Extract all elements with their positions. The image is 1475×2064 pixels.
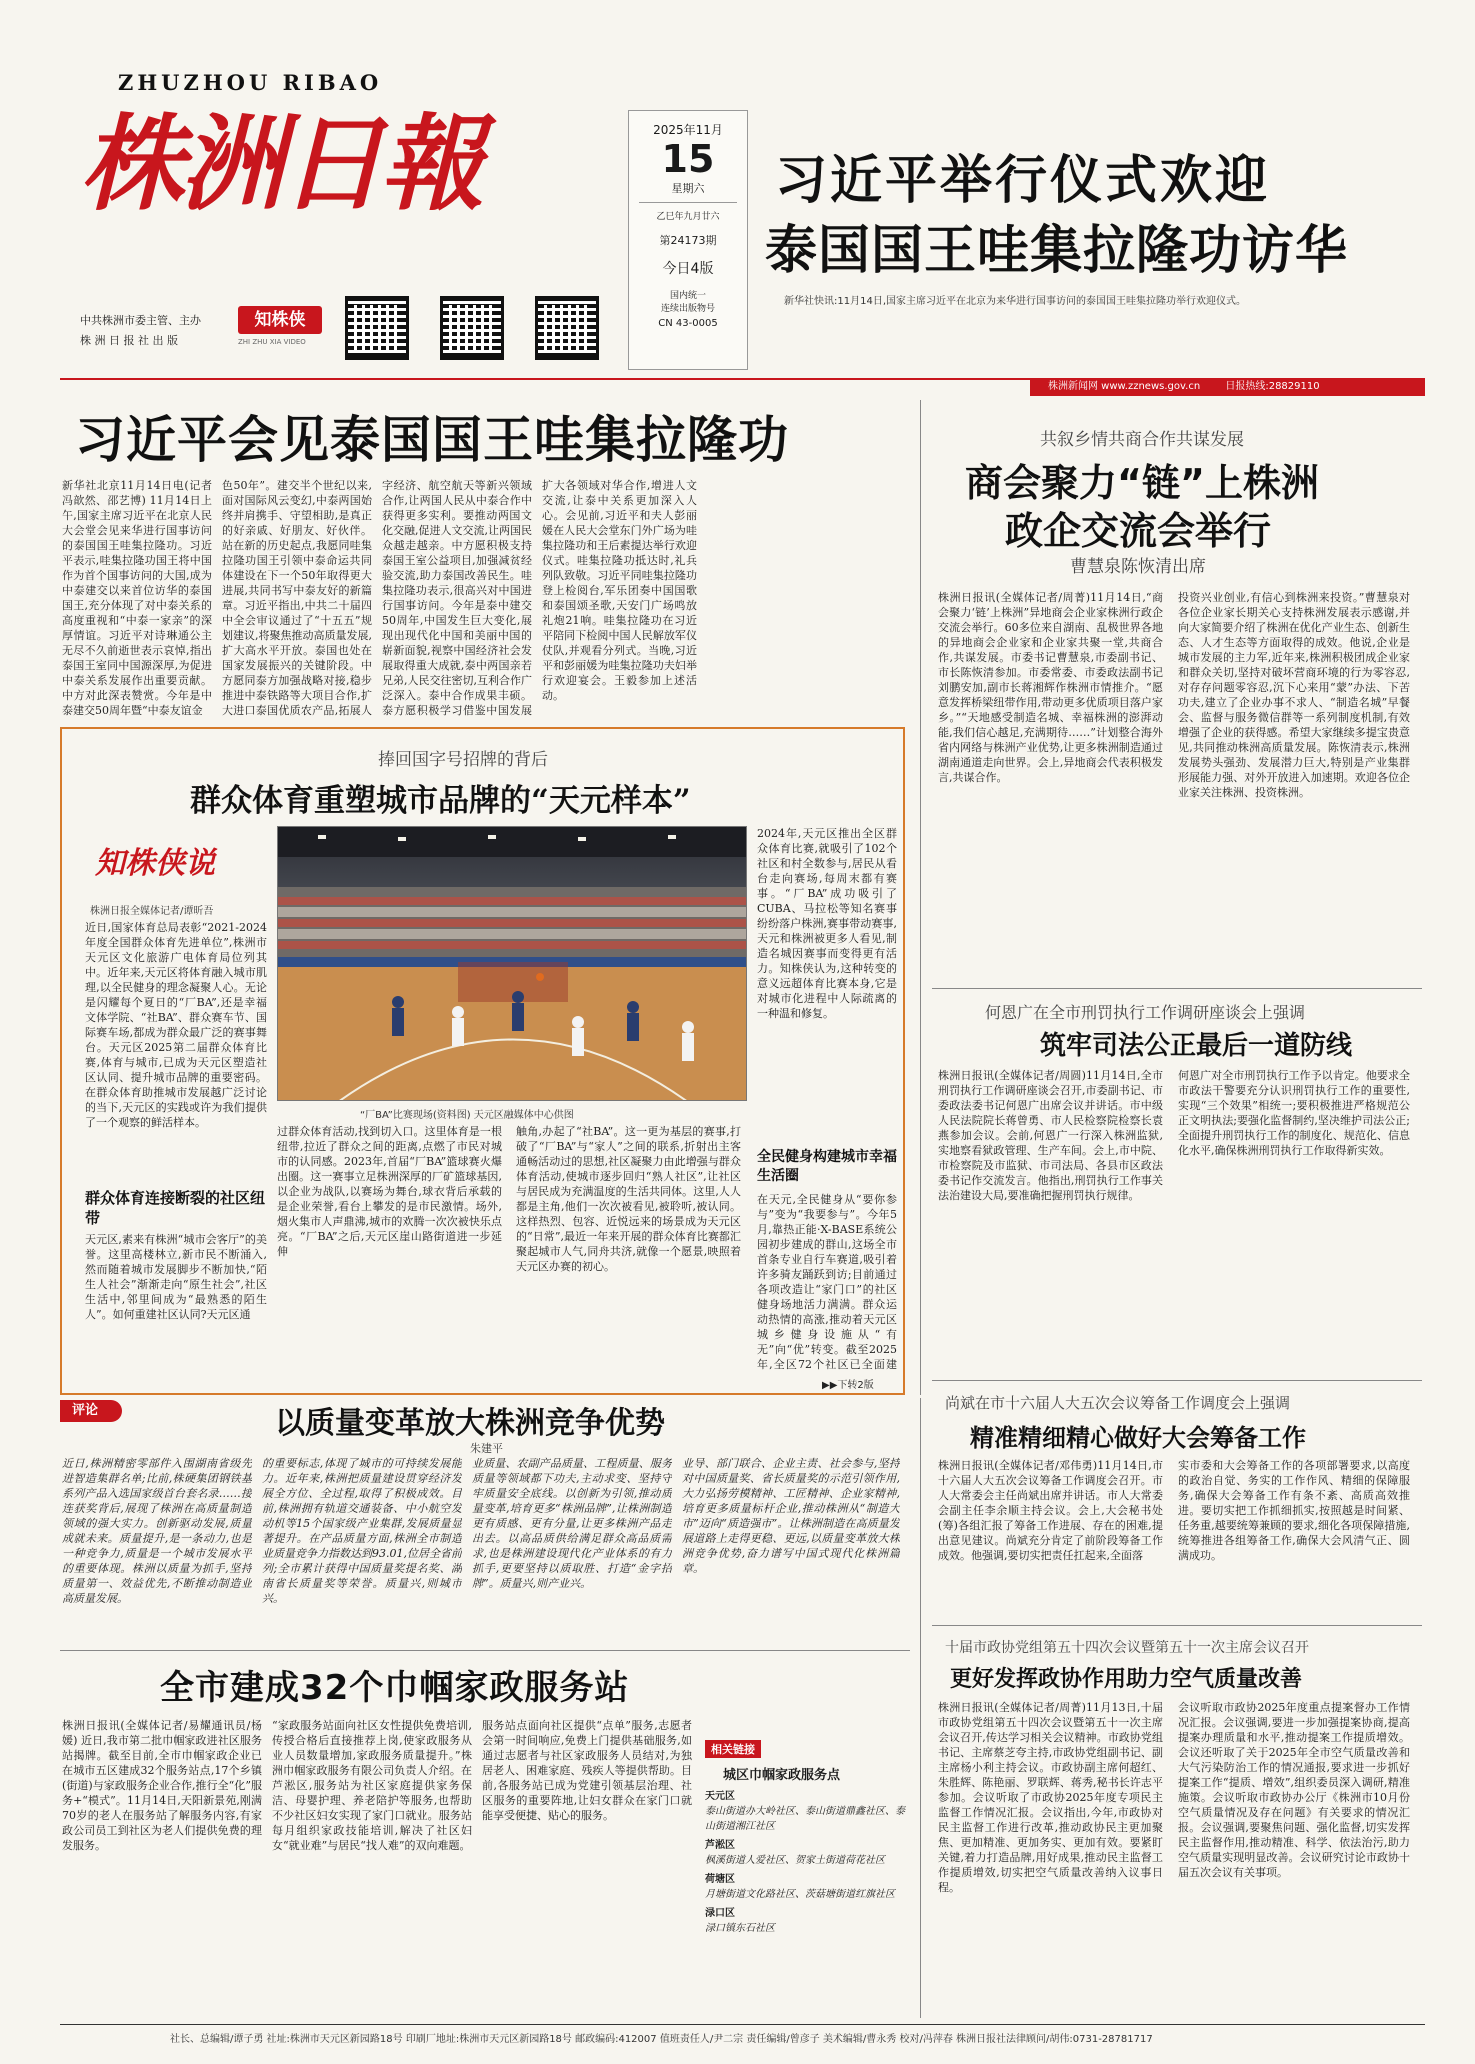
housekeeping-headline[interactable]: 全市建成32个巾帼家政服务站 [160, 1668, 630, 1708]
continued-marker[interactable]: ▶▶下转2版 [822, 1380, 874, 1391]
brand-subtitle: ZHI ZHU XIA VIDEO [238, 338, 306, 346]
brand-name: 知株侠 [254, 310, 306, 330]
district-address: 渌口镇东石社区 [705, 1923, 775, 1934]
npc-kicker: 尚斌在市十六届人大五次会议筹备工作调度会上强调 [945, 1394, 1291, 1412]
housekeeping-col-3: 服务站点面向社区提供“点单”服务,志愿者会第一时间响应,免费上门提供基础服务,如通过志愿者与社区家政服务人员结对,为独居老人、困难家庭、残疾人等提供帮助。目前,各服务站已成为党建引领基层治理、社区服务的重要阵地,让妇女群众在家门口就能享受便捷、贴心的服务。 [482, 1719, 692, 1822]
commentary-headline[interactable]: 以质量变革放大株洲竞争优势 [275, 1406, 665, 1441]
business-headline-line-2[interactable]: 政企交流会举行 [1005, 509, 1272, 553]
related-box [705, 1738, 905, 2008]
article-meet-col-4: 扩大各领域对华合作,增进人文交流,让泰中关系更加深入人心。会见前,习近平和夫人彭丽媛在人民大会堂东门外广场为哇集拉隆功和王后素提达举行欢迎仪式。哇集拉隆功抵达时,礼兵列队致敬。习近平同哇集拉隆功登上检阅台,军乐团奏中国国歌和泰国颂圣歌,天安门广场鸣放礼炮21响。哇集拉隆功在习近平陪同下检阅中国人民解放军仪仗队,并观看分列式。当晚,习近平和彭丽媛为哇集拉隆功夫妇举行欢迎宴会。王毅参加上述活动。 [542, 479, 697, 702]
article-meet-col-2: 色50年”。建交半个世纪以来,面对国际风云变幻,中泰两国始终并肩携手、守望相助,是真正的好亲戚、好朋友、好伙伴。站在新的历史起点,我愿同哇集拉隆功国王引领中泰命运共同体建设在下一个50年取得更大进展,共同书写中泰友好的新篇章。习近平指出,中共二十届四中全会审议通过了“十五五”规划建议,将聚焦推动高质量发展,扩大高水平开放。泰国也处在国家发展振兴的关键阶段。中方愿同泰方加强战略对接,稳步推进中泰铁路等大项目合作,扩大进口泰国优质农产品,拓展人 [222, 479, 372, 717]
district-item [705, 1906, 905, 1936]
cppcc-headline[interactable]: 更好发挥政协作用助力空气质量改善 [950, 1667, 1303, 1692]
photo-caption: “厂BA”比赛现场(资料图) 天元区融媒体中心供图 [360, 1110, 574, 1121]
housekeeping-col-2: “家政服务站面向社区女性提供免费培训,传授合格后直接推荐上岗,使家政服务从业人员数量增加,家政服务质量提升。”株洲巾帼家政服务有限公司负责人介绍。在芦淞区,服务站为社区家庭提供家务保洁、母婴护理、养老陪护等服务,也帮助不少社区妇女实现了家门口就业。服务站每月组织家政技能培训,解决了社区妇女“就业难”与居民“找人难”的双向难题。 [272, 1719, 472, 1852]
basketball-photo[interactable] [277, 826, 747, 1101]
cppcc-col-1: 株洲日报讯(全媒体记者/周菁)11月13日,十届市政协党组第五十四次会议暨第五十一次主席会议召开,传达学习相关会议精神。市政协党组书记、主席蔡芝夸主持,市政协党组副书记、副主席杨小利主持会议。市政协副主席何超红、朱胜辉、陈艳丽、罗联辉、蒋秀,秘书长许志平参加。会议听取了市政协2025年度专项民主监督工作情况汇报。会议指出,今年,市政协对民主监督工作进行改革,推动政协民主更加聚焦、更加精准、更加务实、更加有效。要紧盯关键,着力打造品牌,用好成果,推动民主监督工作提质增效,切实把空气质量改善纳入议事日程。 [938, 1701, 1163, 1894]
sponsor-line-2: 株 洲 日 报 社 出 版 [80, 334, 178, 347]
issue-number: 第24173期 [659, 234, 717, 247]
qr-code-icon[interactable] [440, 296, 504, 360]
district-item [705, 1789, 905, 1834]
feature-col-4b: 在天元,全民健身从“要你参与”变为“我要参与”。今年5月,靠热正能·X-BASE系统公园初步建成的群山,这场全市首条专业自行车赛道,吸引着许多骑友踊跃到访;目前通过各项改造让“家门口”的社区健身场地活力满满。群众运动热情的高涨,推动着天元区城乡健身设施从“有无”向“优”转变。截至2025年,全区72个社区已全面建 [757, 1193, 897, 1371]
npc-headline[interactable]: 精准精细精心做好大会筹备工作 [970, 1424, 1306, 1452]
qr-code-icon[interactable] [345, 296, 409, 360]
masthead [0, 0, 1475, 375]
judicial-kicker: 何恩广在全市刑罚执行工作调研座谈会上强调 [985, 1003, 1306, 1022]
commentary-tag [60, 1400, 122, 1422]
business-byline: 曹慧泉陈恢清出席 [1070, 557, 1206, 577]
weekday: 星期六 [671, 182, 705, 195]
district-name: 荷塘区 [705, 1874, 735, 1885]
section-rule [932, 988, 1422, 989]
sponsor-line-1: 中共株洲市委主管、主办 [80, 314, 201, 327]
district-list [705, 1789, 905, 1936]
feature-subhead-1: 群众体育连接断裂的社区纽带 [85, 1189, 266, 1227]
column-logo [95, 838, 265, 881]
lunar-date: 乙巳年九月廿六 [656, 212, 720, 222]
judicial-headline[interactable]: 筑牢司法公正最后一道防线 [1040, 1031, 1353, 1061]
commentary-col-1: 近日,株洲精密零部件入围湖南省级先进智造集群名单;比前,株硬集团钢铁基系列产品入选国家级首台套名录……接连获奖背后,展现了株洲在高质量制造领域的强大实力。创新驱动发展,质量成就未来。质量提升,是一条动力,也是一种竞争力,质量是一个城市发展水平的重要体现。株洲以质量为抓手,坚持质量第一、效益优先,不断推动制造业高质量发展。 [62, 1457, 252, 1605]
related-list-title: 城区巾帼家政服务点 [723, 1768, 841, 1783]
article-meet-headline[interactable]: 习近平会见泰国国王哇集拉隆功 [75, 411, 789, 469]
cppcc-kicker: 十届市政协党组第五十四次会议暨第五十一次主席会议召开 [945, 1640, 1309, 1656]
feature-headline[interactable]: 群众体育重塑城市品牌的“天元样本” [190, 783, 691, 819]
date-day: 15 [661, 137, 715, 181]
page-count: 今日4版 [662, 261, 714, 277]
district-address: 枫溪街道人爱社区、贺家土街道荷花社区 [705, 1855, 885, 1866]
section-rule [932, 1380, 1422, 1381]
website-link[interactable]: 株洲新闻网 www.zznews.gov.cn [1048, 381, 1201, 392]
district-name: 芦淞区 [705, 1840, 735, 1851]
district-item [705, 1872, 905, 1902]
article-meet-col-1: 新华社北京11月14日电(记者冯歆然、邵艺博) 11月14日上午,国家主席习近平在北京人民大会堂会见来华进行国事访问的泰国国王哇集拉隆功。习近平表示,哇集拉隆功国王将中国作为首个国事访问的大国,成为中泰建交以来首位访华的泰国国王,充分体现了对中泰关系的高度重视和“中泰一家亲”的深厚情谊。习近平对诗琳通公主无尽不久前逝世表示哀悼,指出泰国王室同中国源深厚,为促进中泰关系发展作出重要贡献。中方对此深表赞赏。今年是中泰建交50周年暨“中泰友谊金 [62, 479, 212, 717]
cn-line-2: 连续出版物号 [660, 304, 715, 314]
commentary-col-4: 业导、部门联合、企业主责、社会参与,坚持对中国质量奖、省长质量奖的示范引领作用,大力弘扬劳模精神、工匠精神、企业家精神,培育更多质量标杆企业,推动株洲从“制造大市”迈向“质造强市”。让株洲制造在高质量发展道路上走得更稳、更远,以质量变革放大株洲竞争优势,奋力谱写中国式现代化株洲篇章。 [682, 1457, 900, 1575]
brand-badge[interactable] [238, 306, 322, 334]
footer-rule [60, 2024, 1425, 2025]
commentary-tag-text: 评论 [72, 1403, 99, 1418]
housekeeping-col-1: 株洲日报讯(全媒体记者/易耀通讯员/杨媛) 近日,我市第二批巾帼家政进社区服务站揭牌。截至目前,全市巾帼家政企业已在城市五区建成32个服务站点,17个乡镇(街道)与家政服务企业合作,推行全“化”服务+“模式”。11月14日,天阳新景苑,刚满70岁的老人在服务站了解服务内容,有家政公司员工到社区为老人们提供免费的理发服务。 [62, 1719, 262, 1852]
column-divider [920, 400, 921, 1395]
feature-col-1: 近日,国家体育总局表彰“2021-2024年度全国群众体育先进单位”,株洲市天元区文化旅游广电体育局位列其中。近年来,天元区将体育融入城市肌理,以全民健身的理念凝聚人心。无论是闪耀每个夏日的“厂BA”,还是幸福文体学院、“社BA”、群众赛车节、国际赛车场,都成为群众最广泛的赛事舞台。天元区2025第二届群众体育比赛,体育与城市,已成为天元区塑造社区认同、提升城市品牌的重要密码。在群众体育助推城市发展越广泛讨论的当下,天元区的实践或许为我们提供了一个观察的鲜活样本。 [85, 921, 267, 1129]
column-divider [920, 1398, 921, 2018]
date-box [628, 110, 748, 370]
column-logo-text: 知株侠说 [95, 846, 215, 881]
related-tag-text: 相关链接 [711, 1743, 755, 1756]
commentary-col-2: 的重要标志,体现了城市的可持续发展能力。近年来,株洲把质量建设贯穿经济发展全方位、全过程,取得了积极成效。目前,株洲拥有轨道交通装备、中小航空发动机等15个国家级产业集群,发展质量显著提升。在产品质量方面,株洲全市制造业质量竞争力指数达到93.01,位居全省前列;全市累计获得中国质量奖提名奖、湖南省长质量奖等荣誉。质量兴,则城市兴。 [262, 1457, 462, 1605]
qr-code-icon[interactable] [535, 296, 599, 360]
commentary-col-3: 业质量、农副产品质量、工程质量、服务质量等领域都下功夫,主动求变、坚持守牢质量安全底线。以创新为引领,推动质量变革,培育更多“株洲品牌”,让株洲制造更有质感、更有分量,让更多株洲产品走出去。以高品质供给满足群众高品质需求,也是株洲建设现代化产业体系的有力抓手,更要坚持以质取胜、打造“金字招牌”。质量兴,则产业兴。 [472, 1457, 672, 1590]
business-col-1: 株洲日报讯(全媒体记者/周菁)11月14日,“商会聚力‘链’上株洲”异地商会企业家株洲行政企交流会举行。60多位来自湖南、乱极世界各地的异地商会企业家和企业家共聚一堂,共商合作,共谋发展。市委书记曹慧泉,市委副书记、市长陈恢清参加。市委常委、市委政法副书记刘鹏安加,副市长蒋湘辉作株洲市情推介。“愿意发挥桥梁纽带作用,带动更多优质项目落户家乡。”“天地感受制造名城、幸福株洲的澎湃动能,我们信心越足,充满期待……”计划整合海外省内网络与株洲产业优势,让更多株洲制造通过湖南通道走向世界。会上,异地商会代表积极发言,共谋合作。 [938, 591, 1163, 784]
hotline: 日报热线:28829110 [1225, 381, 1320, 392]
date-year-month: 2025年11月 [653, 123, 723, 137]
commentary-author: 朱建平 [470, 1442, 503, 1455]
district-item [705, 1838, 905, 1868]
cn-number: CN 43-0005 [658, 318, 718, 329]
lead-summary: 新华社快讯:11月14日,国家主席习近平在北京为来华进行国事访问的泰国国王哇集拉隆功举行欢迎仪式。 [784, 296, 1246, 307]
feature-col-2: 过群众体育活动,找到切入口。这里体育是一根纽带,拉近了群众之间的距离,点燃了市民对城市的认同感。2023年,首届“厂BA”篮球赛火爆出圈。这一赛事立足株洲深厚的厂矿篮球基因,以企业为战队,以赛场为舞台,球衣背后承载的是企业荣誉,看台上攀发的是市民激情。场外,烟火集市人声鼎沸,城市的欢腾一次次被快乐点亮。“厂BA”之后,天元区崖山路街道进一步延伸 [277, 1125, 502, 1258]
feature-col-1b: 天元区,素来有株洲“城市会客厅”的美誉。这里高楼林立,新市民不断涌入,然而随着城市发展脚步不断加快,“陌生人社会”渐渐走向“原生社会”,社区生活中,邻里间成为“最熟悉的陌生人”。如何重建社区认同?天元区通 [85, 1233, 267, 1321]
feature-col-3: 触角,办起了“社BA”。这一更为基层的赛事,打破了“厂BA”与“家人”之间的联系,折射出主客通畅活动过的思想,社区凝聚力由此增强与群众体育活动,使城市逐步回归“熟人社区”,让社区与居民成为充满温度的生活共同体。这里,人人都是主角,他们一次次被看见,被聆听,被认同。这样热烈、包容、近悦远来的场景成为天元区的“日常”,最近一年来开展的群众体育比赛都汇聚起城市人气,同舟共济,就像一个愿景,映照着天元区办赛的初心。 [516, 1125, 741, 1273]
section-rule [932, 1625, 1422, 1626]
article-meet-col-3: 字经济、航空航天等新兴领域合作,让两国人民从中泰合作中获得更多实利。要推动两国文化交融,促进人文交流,让两国民众越走越亲。中方愿积极支持泰国王室公益项目,加强减贫经验交流,助力泰国改善民生。哇集拉隆功表示,很高兴对中国进行国事访问。今年是泰中建交50周年,中国发生巨大变化,展现出现代化中国和美丽中国的崭新面貌,视察中国经济社会发展取得重大成就,泰中两国亲若兄弟,人民交往密切,互利合作广泛深入。泰中合作成果丰硕。泰方愿积极学习借鉴中国发展 [382, 479, 532, 717]
newspaper-logo: 株洲日報 [80, 102, 481, 225]
lead-headline-line-1[interactable]: 习近平举行仪式欢迎 [775, 151, 1271, 211]
judicial-col-1: 株洲日报讯(全媒体记者/周圆)11月14日,全市刑罚执行工作调研座谈会召开,市委副书记、市委政法委书记何恩广出席会议并讲话。市中级人民法院院长蒋曾勇、市人民检察院检察长袁燕参加会议。会前,何恩广一行深入株洲监狱,实地察看狱政管理、生产车间。会上,市中院、市检察院及市监狱、市司法局、各县市区政法委书记作交流发言。他指出,刑罚执行工作事关法治建设大局,要准确把握刑罚执行规律。 [938, 1069, 1163, 1202]
cppcc-col-2: 会议听取市政协2025年度重点提案督办工作情况汇报。会议强调,要进一步加强提案协商,提高提案办理质量和水平,推动提案工作提质增效。会议还听取了关于2025年全市空气质量改善和大气污染防治工作的情况通报,要求进一步抓好提案工作“提质、增效”,组织委员深入调研,精准施策。会议听取市政协办公厅《株洲市10月份空气质量情况及存在问题》有关要求的情况汇报。会议强调,要聚焦问题、强化监督,切实发挥民主监督作用,推动精准、科学、依法治污,助力空气质量实现明显改善。会议研究讨论市政协十届五次会议有关事项。 [1178, 1701, 1410, 1879]
feature-byline: 株洲日报全媒体记者/谭昕吾 [90, 906, 214, 917]
district-name: 渌口区 [705, 1908, 735, 1919]
business-headline-line-1[interactable]: 商会聚力“链”上株洲 [965, 461, 1319, 505]
footer-info: 社长、总编辑/谭子勇 社址:株洲市天元区新园路18号 印刷厂地址:株洲市天元区新园路18号 邮政编码:412007 值班责任人/尹二宗 责任编辑/曾彦子 美术编辑/曹永秀 校对/冯萍春 株洲日报社法律顾问/胡伟:0731-28781717 [170, 2034, 1153, 2045]
website-bar [1030, 378, 1425, 396]
lead-headline-line-2[interactable]: 泰国国王哇集拉隆功访华 [765, 221, 1349, 281]
npc-col-2: 实市委和大会筹备工作的各项部署要求,以高度的政治自觉、务实的工作作风、精细的保障服务,确保大会筹备工作有条不紊、高质高效推进。要切实把工作抓细抓实,按照越是时间紧、任务重,越要统筹兼顾的要求,细化各项保障措施,统筹推进各组筹备工作,确保大会风清气正、圆满成功。 [1178, 1459, 1410, 1562]
business-kicker: 共叙乡情共商合作共谋发展 [1040, 430, 1244, 450]
feature-col-4: 2024年,天元区推出全区群众体育比赛,就吸引了102个社区和村全数参与,居民从看台走向赛场,每周末都有赛事。“厂BA”成功吸引了CUBA、马拉松等知名赛事纷纷落户株洲,赛事带动赛事,天元和株洲被更多人看见,制造名城因赛事而变得更有活力。知株侠认为,这种转变的意义远超体育比赛本身,它是对城市化进程中人际疏离的一种温和修复。 [757, 827, 897, 1020]
related-tag [705, 1740, 761, 1758]
npc-col-1: 株洲日报讯(全媒体记者/邓伟勇)11月14日,市十六届人大五次会议筹备工作调度会召开。市人大常委会主任尚斌出席并讲话。市人大常委会副主任李余顺主持会议。会上,大会秘书处(筹)各组汇报了筹备工作进展、存在的困难,提出意见建议。尚斌充分肯定了前阶段筹备工作成效。他强调,要切实把责任扛起来,全面落 [938, 1459, 1163, 1562]
section-rule [60, 1650, 910, 1651]
masthead-pinyin: ZHUZHOU RIBAO [118, 70, 383, 95]
district-name: 天元区 [705, 1791, 735, 1802]
district-address: 月塘街道文化路社区、茨菇塘街道红旗社区 [705, 1889, 895, 1900]
feature-subhead-2: 全民健身构建城市幸福生活圈 [757, 1149, 897, 1184]
cn-line-1: 国内统一 [669, 291, 706, 301]
judicial-col-2: 何恩广对全市刑罚执行工作予以肯定。他要求全市政法干警要充分认识刑罚执行工作的重要性,实现“三个效果”相统一;要积极推进严格规范公正文明执法;要强化监督制约,坚决维护司法公正;全面提升刑罚执行工作的制度化、规范化、信息化水平,确保株洲刑罚执行工作取得新实效。 [1178, 1069, 1410, 1157]
business-col-2: 投资兴业创业,有信心到株洲来投资。”曹慧泉对各位企业家长期关心支持株洲发展表示感谢,并向大家简要介绍了株洲在优化产业生态、创新生态、人才生态等方面取得的成效。他说,企业是城市发展的主力军,近年来,株洲积极团成企业家和群众关切,坚持对破坏营商环境的行为零容忍,对存存问题零容忍,沉下心来用“蒙”办法、下苦功夫,建立了企业办事不求人、“制造名城”早餐会、监督与服务微信群等一系列制度机制,有效增强了企业的获得感。希望大家继续多提宝贵意见,共同推动株洲高质量发展。陈恢清表示,株洲发展势头强劲、发展潜力巨大,特别是产业集群形展能力强、对外开放进入加速期。欢迎各位企业家关注株洲、投资株洲。 [1178, 591, 1410, 799]
district-address: 泰山街道办大岭社区、泰山街道鼎鑫社区、泰山街道湘江社区 [705, 1806, 905, 1832]
feature-kicker: 捧回国字号招牌的背后 [378, 750, 548, 770]
